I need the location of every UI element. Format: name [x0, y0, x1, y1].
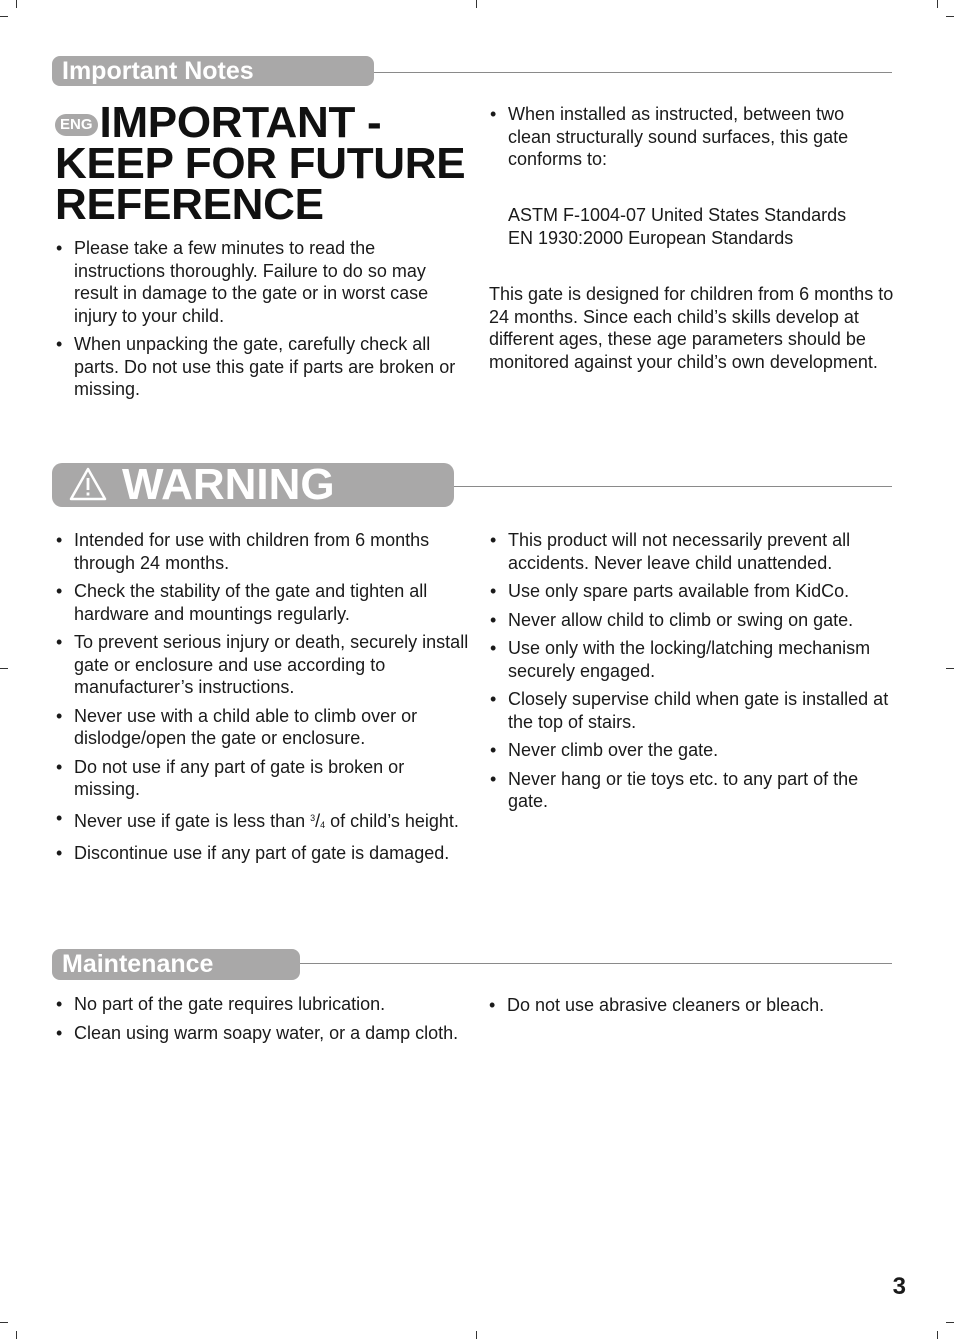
crop-mark: [0, 668, 8, 669]
warning-tab: [52, 460, 454, 509]
list-item: • Discontinue use if any part of gate is damaged.: [55, 842, 470, 865]
important-notes-rule: [374, 72, 892, 73]
standard-eu: EN 1930:2000 European Standards: [508, 227, 794, 248]
crop-mark: [937, 1331, 938, 1339]
standard-us: ASTM F-1004-07 United States Standards: [508, 205, 847, 225]
maintenance-rule: [300, 963, 892, 964]
list-item: • Never allow child to climb or swing on gate.: [489, 609, 899, 632]
list-item: • Do not use if any part of gate is broken or missing.: [55, 756, 470, 801]
crop-mark: [476, 0, 477, 8]
height-text-after: of child’s height.: [325, 810, 459, 831]
important-notes-tab: Important Notes: [52, 56, 374, 86]
important-notes-right-list: [489, 103, 889, 177]
list-item: • Do not use abrasive cleaners or bleach.: [488, 994, 888, 1017]
list-item: • Never use with a child able to climb over or dislodge/open the gate or enclosure.: [55, 705, 470, 750]
list-item: • Closely supervise child when gate is installed at the top of stairs.: [489, 688, 899, 733]
warning-right-list: [489, 529, 899, 819]
warning-triangle-icon: [68, 466, 108, 502]
crop-mark: [476, 1331, 477, 1339]
list-item: • When unpacking the gate, carefully check all parts. Do not use this gate if parts are broken or missing.: [55, 333, 465, 401]
warning-left-list: [55, 529, 470, 871]
standards-list: [508, 204, 898, 249]
crop-mark: [946, 16, 954, 17]
list-item: • Use only spare parts available from KidCo.: [489, 580, 899, 603]
crop-mark: [16, 1331, 17, 1339]
list-item: • This product will not necessarily prevent all accidents. Never leave child unattended.: [489, 529, 899, 574]
crop-mark: [16, 0, 17, 8]
list-item: • Please take a few minutes to read the instructions thoroughly. Failure to do so may result in damage to the gate or in worst case injury to your child.: [55, 237, 465, 327]
list-item: • Use only with the locking/latching mechanism securely engaged.: [489, 637, 899, 682]
list-item: • Never hang or tie toys etc. to any part of the gate.: [489, 768, 899, 813]
fraction-denominator: 4: [320, 819, 326, 830]
fraction-numerator: 3: [310, 812, 316, 823]
list-item: • Clean using warm soapy water, or a damp cloth.: [55, 1022, 465, 1045]
list-item: • Intended for use with children from 6 months through 24 months.: [55, 529, 470, 574]
warning-label: WARNING: [122, 460, 335, 509]
important-notes-left-list: [55, 237, 465, 407]
height-text-before: Never use if gate is less than: [74, 810, 311, 831]
crop-mark: [946, 1322, 954, 1323]
page-title: [55, 98, 475, 229]
maintenance-tab: Maintenance: [52, 949, 300, 980]
list-item: • No part of the gate requires lubrication.: [55, 993, 465, 1016]
list-item: • Never use if gate is less than $^3/_4$ of child’s height.: [55, 807, 470, 837]
page-number: 3: [892, 1273, 906, 1300]
list-item: • To prevent serious injury or death, securely install gate or enclosure and use according to manufacturer’s instructions.: [55, 631, 470, 699]
warning-rule: [454, 486, 892, 487]
list-item: • Check the stability of the gate and tighten all hardware and mountings regularly.: [55, 580, 470, 625]
list-item: • Never climb over the gate.: [489, 739, 899, 762]
crop-mark: [946, 668, 954, 669]
list-item: • When installed as instructed, between two clean structurally sound surfaces, this gate conforms to:: [489, 103, 889, 171]
crop-mark: [0, 16, 8, 17]
crop-mark: [0, 1322, 8, 1323]
maintenance-right-list: [488, 994, 888, 1023]
headline-text: IMPORTANT - KEEP FOR FUTURE REFERENCE: [55, 98, 466, 229]
age-paragraph: This gate is designed for children from 6 months to 24 months. Since each child’s skills develop at different ages, these age parameters should be monitored against your child’s own development.: [489, 284, 894, 372]
crop-mark: [937, 0, 938, 8]
language-badge: ENG: [55, 114, 98, 136]
maintenance-left-list: [55, 993, 465, 1050]
